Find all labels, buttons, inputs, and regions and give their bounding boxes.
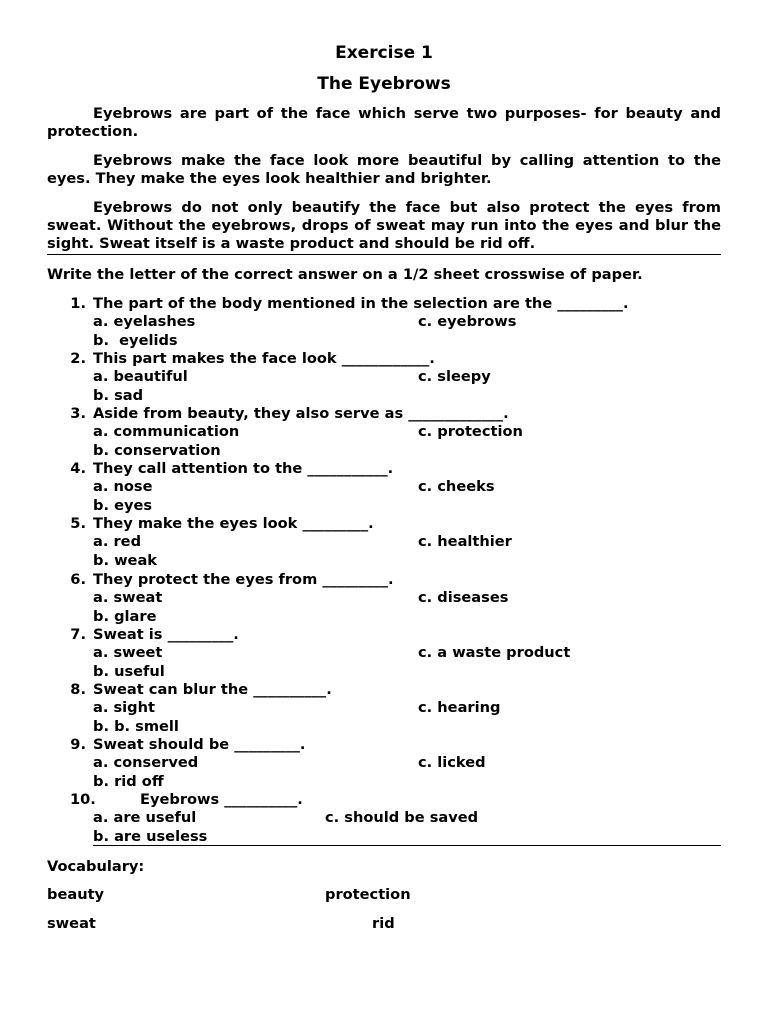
paragraph-1: Eyebrows are part of the face which serve two purposes- for beauty and protection. (47, 105, 721, 140)
option-a: a. sweet (93, 644, 163, 661)
option-b: b. rid off (93, 773, 164, 790)
question-number: 10. (70, 791, 96, 808)
option-c: c. eyebrows (418, 313, 517, 330)
option-c: c. a waste product (418, 644, 571, 661)
question-number: 6. (70, 571, 86, 588)
question-number: 5. (70, 515, 86, 532)
divider-bottom (93, 845, 721, 846)
question-number: 3. (70, 405, 86, 422)
vocab-word: beauty (47, 886, 105, 903)
vocabulary-heading: Vocabulary: (47, 858, 145, 875)
option-a: a. are useful (93, 809, 197, 826)
question-text: Aside from beauty, they also serve as _____________. (93, 405, 509, 422)
option-a: a. conserved (93, 754, 199, 771)
paragraph-2: Eyebrows make the face look more beautiful by calling attention to the eyes. They make the eyes look healthier and brighter. (47, 152, 721, 187)
option-b: b. eyelids (93, 332, 178, 349)
paragraph-3: Eyebrows do not only beautify the face but also protect the eyes from sweat. Without the eyebrows, drops of sweat may run into the eyes and blur the sight. Sweat itself is a waste product and should be rid off. (47, 199, 721, 252)
story-title: The Eyebrows (317, 74, 451, 94)
vocab-word: rid (372, 915, 395, 932)
option-a: a. sweat (93, 589, 163, 606)
option-c: c. cheeks (418, 478, 495, 495)
option-a: a. beautiful (93, 368, 188, 385)
option-c: c. sleepy (418, 368, 491, 385)
question-number: 7. (70, 626, 86, 643)
option-b: b. eyes (93, 497, 153, 514)
instruction-text: Write the letter of the correct answer on a 1/2 sheet crosswise of paper. (47, 266, 643, 283)
option-b: b. conservation (93, 442, 221, 459)
divider-top (47, 254, 721, 255)
option-c: c. hearing (418, 699, 501, 716)
question-number: 9. (70, 736, 86, 753)
question-text: Sweat can blur the __________. (93, 681, 332, 698)
option-b: b. are useless (93, 828, 208, 845)
question-number: 2. (70, 350, 86, 367)
question-number: 8. (70, 681, 86, 698)
option-c: c. should be saved (325, 809, 479, 826)
question-text: They protect the eyes from _________. (93, 571, 394, 588)
option-b: b. glare (93, 608, 157, 625)
option-c: c. protection (418, 423, 523, 440)
question-text: This part makes the face look ____________. (93, 350, 435, 367)
question-number: 1. (70, 295, 86, 312)
option-a: a. sight (93, 699, 155, 716)
question-text: Sweat should be _________. (93, 736, 306, 753)
option-b: b. useful (93, 663, 165, 680)
option-a: a. eyelashes (93, 313, 196, 330)
option-c: c. diseases (418, 589, 509, 606)
question-text: The part of the body mentioned in the selection are the _________. (93, 295, 629, 312)
vocab-word: protection (325, 886, 411, 903)
question-number: 4. (70, 460, 86, 477)
question-text: They call attention to the ___________. (93, 460, 394, 477)
option-c: c. healthier (418, 533, 512, 550)
option-b: b. weak (93, 552, 158, 569)
exercise-title: Exercise 1 (335, 43, 433, 63)
option-b: b. b. smell (93, 718, 179, 735)
option-b: b. sad (93, 387, 144, 404)
question-text: They make the eyes look _________. (93, 515, 374, 532)
vocab-word: sweat (47, 915, 96, 932)
option-c: c. licked (418, 754, 486, 771)
option-a: a. red (93, 533, 142, 550)
question-text: Sweat is _________. (93, 626, 239, 643)
question-text: Eyebrows __________. (140, 791, 303, 808)
option-a: a. nose (93, 478, 153, 495)
option-a: a. communication (93, 423, 240, 440)
